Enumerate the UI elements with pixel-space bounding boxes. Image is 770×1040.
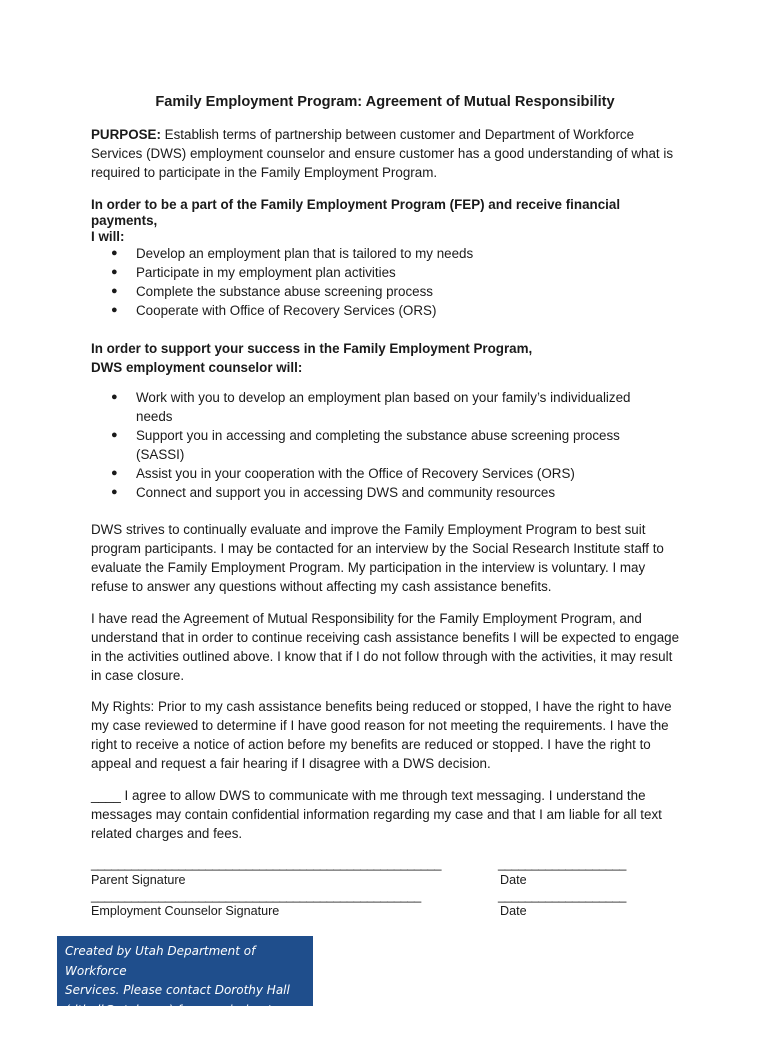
parent-date-line[interactable]: ___________________ xyxy=(498,856,626,871)
counselor-signature-line[interactable]: _________________________________________________ xyxy=(91,888,421,903)
footer-line: Services. Please contact Dorothy Hall xyxy=(65,983,290,997)
list-item: ● Support you in accessing and completing the substance abuse screening process (SASSI) xyxy=(91,426,656,464)
evaluation-paragraph: DWS strives to continually evaluate and improve the Family Employment Program to best suit program participants. I may be contacted for an interview by the Social Research Institute staff to evaluate the Family Employment Program. My participation in the interview is voluntary. I may refuse to answer any questions without affecting my cash assistance benefits. xyxy=(91,522,664,594)
purpose-text: Establish terms of partnership between customer and Department of Workforce Services (DWS) employment counselor and ensure customer has a good understanding of what is required to participate in the Family Employment Program. xyxy=(91,127,674,180)
document-title: Family Employment Program: Agreement of Mutual Responsibility xyxy=(155,94,615,110)
contact-email-link[interactable]: dthall@utah.gov xyxy=(69,1002,169,1017)
counselor-heading: In order to support your success in the Family Employment Program, xyxy=(91,341,533,356)
parent-date-label: Date xyxy=(500,873,527,887)
list-item: ● Develop an employment plan that is tailored to my needs xyxy=(91,244,686,263)
footer-line: Created by Utah Department of Workforce xyxy=(65,944,256,978)
counselor-list xyxy=(91,388,656,502)
list-item: ● Work with you to develop an employment plan based on your family’s individualized needs xyxy=(91,388,656,426)
parent-signature-label: Parent Signature xyxy=(91,873,186,887)
acknowledgement-paragraph: I have read the Agreement of Mutual Responsibility for the Family Employment Program, and understand that in order to continue receiving cash assistance benefits I will be expected to engage in the activities outlined above. I know that if I do not follow through with the activities, it may result in case closure. xyxy=(91,611,680,683)
footer-line: (dthall@utah.gov) for permission to use. xyxy=(65,1002,280,1036)
footer-notice xyxy=(57,936,313,1036)
texting-consent-paragraph: ____ I agree to allow DWS to communicate with me through text messaging. I understand the messages may contain confidential information regarding my case and that I am liable for all text related charges and fees. xyxy=(91,788,662,841)
customer-heading-i-will: I will: xyxy=(91,229,125,244)
customer-heading: In order to be a part of the Family Employment Program (FEP) and receive financial payments, xyxy=(91,197,621,228)
customer-section xyxy=(91,197,686,245)
counselor-heading-will: DWS employment counselor will: xyxy=(91,360,303,375)
list-item: ● Assist you in your cooperation with the Office of Recovery Services (ORS) xyxy=(91,464,656,483)
counselor-date-label: Date xyxy=(500,904,527,918)
counselor-section xyxy=(91,339,686,377)
list-item: ● Participate in my employment plan activities xyxy=(91,263,686,282)
purpose-label: PURPOSE: xyxy=(91,127,161,142)
list-item: ● Complete the substance abuse screening process xyxy=(91,282,686,301)
list-item: ● Cooperate with Office of Recovery Services (ORS) xyxy=(91,301,686,320)
list-item: ● Connect and support you in accessing DWS and community resources xyxy=(91,483,656,502)
customer-list xyxy=(91,244,686,320)
parent-signature-line[interactable]: ____________________________________________________ xyxy=(91,856,441,871)
rights-paragraph: My Rights: Prior to my cash assistance benefits being reduced or stopped, I have the right to have my case reviewed to determine if I have good reason for not meeting the requirements. I have the right to receive a notice of action before my benefits are reduced or stopped. I have the right to appeal and request a fair hearing if I disagree with a DWS decision. xyxy=(91,699,672,771)
purpose-paragraph xyxy=(91,125,686,182)
counselor-signature-label: Employment Counselor Signature xyxy=(91,904,280,918)
counselor-date-line[interactable]: ___________________ xyxy=(498,888,626,903)
